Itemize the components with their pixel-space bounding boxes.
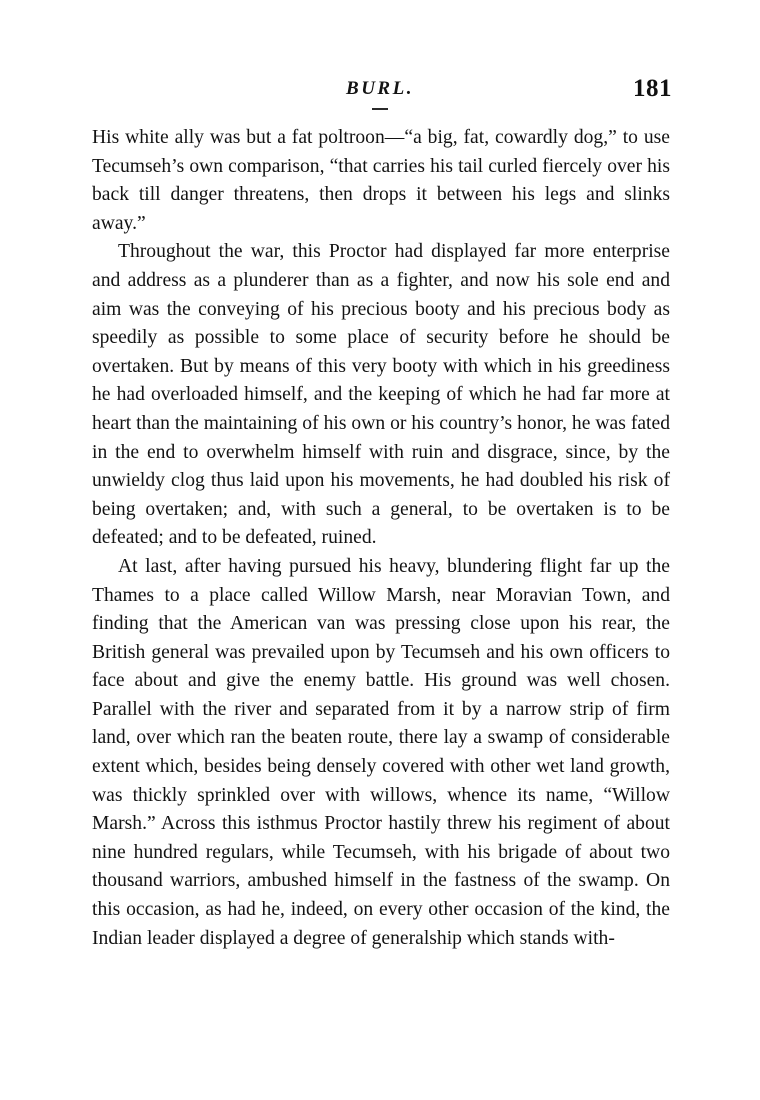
header-rule (372, 108, 388, 110)
page-header (88, 75, 672, 112)
page-number: 181 (633, 75, 672, 102)
body-text (92, 124, 670, 953)
paragraph: His white ally was but a fat poltroon—“a big, fat, cowardly dog,” to use Tecumseh’s own comparison, “that carries his tail curled fiercely over his back till danger threatens, then drops it between his legs and slinks away.” (92, 127, 670, 234)
paragraph: Throughout the war, this Proctor had displayed far more enterprise and address as a plunderer than as a fighter, and now his sole end and aim was the conveying of his precious booty and his precious body as speedily as possible to some place of security before he should be overtaken. But by means of this very booty with which in his greediness he had overloaded himself, and the keeping of which he had far more at heart than the maintaining of his own or his country’s honor, he was fated in the end to overwhelm himself with ruin and disgrace, since, by the unwieldy clog thus laid upon his movements, he had doubled his risk of being overtaken; and, with such a general, to be overtaken is to be defeated; and to be defeated, ruined. (92, 241, 670, 549)
paragraph: At last, after having pursued his heavy, blundering flight far up the Thames to a place called Willow Marsh, near Moravian Town, and finding that the American van was pressing close upon his rear, the British general was prevailed upon by Tecumseh and his own officers to face about and give the enemy battle. His ground was well chosen. Parallel with the river and separated from it by a narrow strip of firm land, over which ran the beaten route, there lay a swamp of considerable extent which, besides being densely covered with other wet land growth, was thickly sprinkled over with willows, whence its name, “Willow Marsh.” Across this isthmus Proctor hastily threw his regiment of about nine hundred regulars, while Tecumseh, with his brigade of about two thousand warriors, ambushed himself in the fastness of the swamp. On this occasion, as had he, indeed, on every other occasion of the kind, the Indian leader displayed a degree of generalship which stands with- (92, 555, 670, 949)
running-head: BURL. (346, 78, 414, 99)
